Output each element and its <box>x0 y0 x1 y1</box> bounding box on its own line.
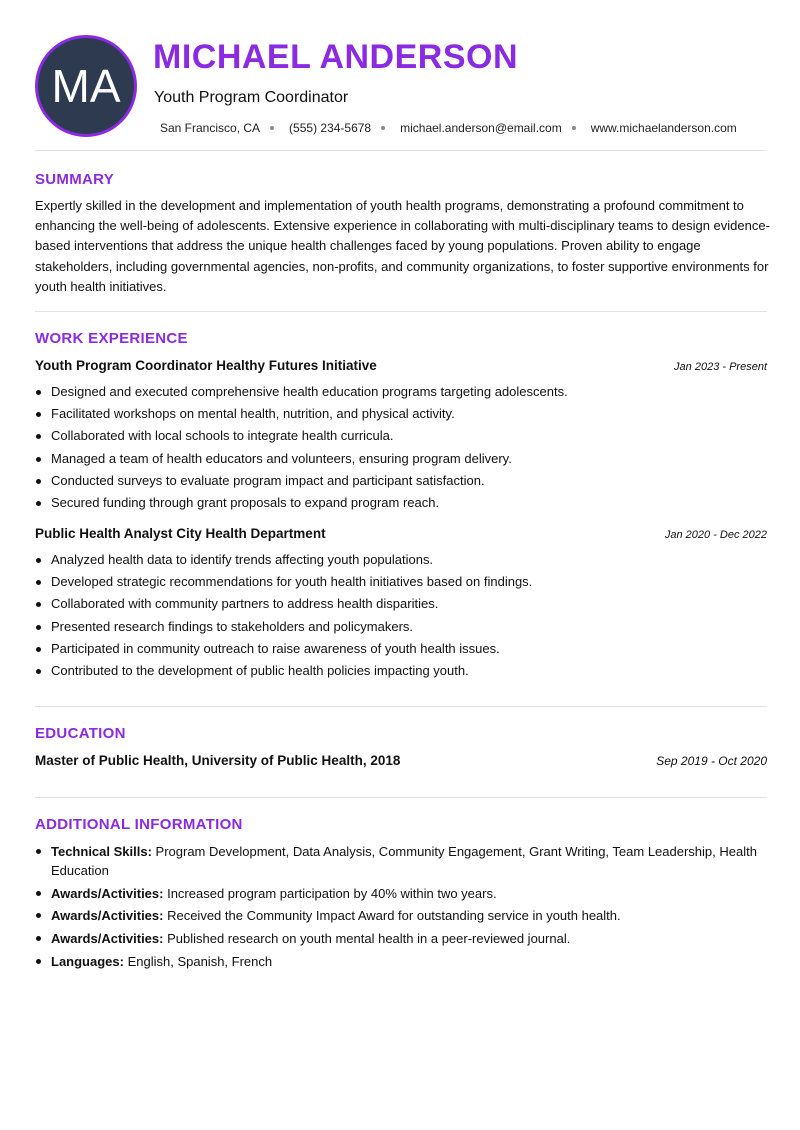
item-label: Technical Skills: <box>51 844 152 859</box>
candidate-name: MICHAEL ANDERSON <box>153 38 519 76</box>
contact-email: michael.anderson@email.com <box>400 121 562 135</box>
job-role: Public Health Analyst City Health Department <box>35 526 326 541</box>
item-label: Awards/Activities: <box>51 908 164 923</box>
education-dates: Sep 2019 - Oct 2020 <box>656 754 767 768</box>
summary-text: Expertly skilled in the development and implementation of youth health programs, demonstrating a profound commitment to enhancing the well-being of adolescents. Extensive experience in collaborating with multi-disciplinary teams to design evidence-based interventions that address the unique health challenges faced by young populations. Proven ability to engage stakeholders, including governmental agencies, non-profits, and community organizations, to foster supportive environments for youth health initiatives. <box>35 198 770 294</box>
item-label: Languages: <box>51 953 124 969</box>
divider <box>35 311 767 312</box>
job-header <box>35 526 767 541</box>
list-item: Facilitated workshops on mental health, nutrition, and physical activity. <box>51 403 568 425</box>
list-item <box>51 842 771 880</box>
contact-website: www.michaelanderson.com <box>590 121 737 135</box>
job-title: Youth Program Coordinator <box>154 89 349 106</box>
list-item: Collaborated with community partners to address health disparities. <box>51 593 532 615</box>
list-item: Collaborated with local schools to integrate health curricula. <box>51 425 568 447</box>
contact-separator <box>572 126 576 130</box>
job-dates: Jan 2020 - Dec 2022 <box>664 529 767 541</box>
contact-separator <box>270 126 274 130</box>
avatar <box>35 35 137 137</box>
item-text: Published research on youth mental health in a peer-reviewed journal. <box>163 930 571 946</box>
list-item: Developed strategic recommendations for youth health initiatives based on findings. <box>51 571 532 593</box>
experience-heading: WORK EXPERIENCE <box>35 330 188 347</box>
contact-separator <box>381 126 385 130</box>
list-item: Contributed to the development of public health policies impacting youth. <box>51 660 532 682</box>
list-item: Participated in community outreach to raise awareness of youth health issues. <box>51 638 532 660</box>
list-item: Analyzed health data to identify trends affecting youth populations. <box>51 549 532 571</box>
divider <box>35 706 767 707</box>
contact-phone: (555) 234-5678 <box>289 121 372 135</box>
list-item: Conducted surveys to evaluate program impact and participant satisfaction. <box>51 470 568 492</box>
job-role: Youth Program Coordinator Healthy Futures Initiative <box>35 358 377 373</box>
job-bullets <box>51 381 568 514</box>
additional-list <box>51 842 771 974</box>
item-text: Increased program participation by 40% within two years. <box>163 885 497 901</box>
avatar-initials: MA <box>51 60 121 112</box>
list-item: Designed and executed comprehensive health education programs targeting adolescents. <box>51 381 568 403</box>
education-degree: Master of Public Health, University of Public Health, 2018 <box>35 753 401 768</box>
additional-heading: ADDITIONAL INFORMATION <box>35 816 243 833</box>
item-text: Received the Community Impact Award for outstanding service in youth health. <box>163 908 621 923</box>
summary-heading: SUMMARY <box>35 171 115 188</box>
list-item: Managed a team of health educators and volunteers, ensuring program delivery. <box>51 448 568 470</box>
item-text: English, Spanish, French <box>123 953 273 969</box>
list-item: Presented research findings to stakeholders and policymakers. <box>51 616 532 638</box>
divider <box>35 797 767 798</box>
education-entry <box>35 753 767 768</box>
list-item <box>51 906 771 925</box>
contact-location: San Francisco, CA <box>160 121 261 135</box>
item-text: Program Development, Data Analysis, Community Engagement, Grant Writing, Team Leadership, Health Education <box>51 844 757 878</box>
item-label: Awards/Activities: <box>51 885 164 901</box>
education-heading: EDUCATION <box>35 725 126 742</box>
list-item <box>51 884 771 903</box>
job-dates: Jan 2023 - Present <box>674 361 767 373</box>
job-header <box>35 358 767 373</box>
divider <box>35 150 767 151</box>
list-item: Secured funding through grant proposals to expand program reach. <box>51 492 568 514</box>
item-label: Awards/Activities: <box>51 930 164 946</box>
job-bullets <box>51 549 532 682</box>
list-item <box>51 929 771 948</box>
list-item <box>51 952 771 971</box>
contact-line <box>160 121 737 135</box>
